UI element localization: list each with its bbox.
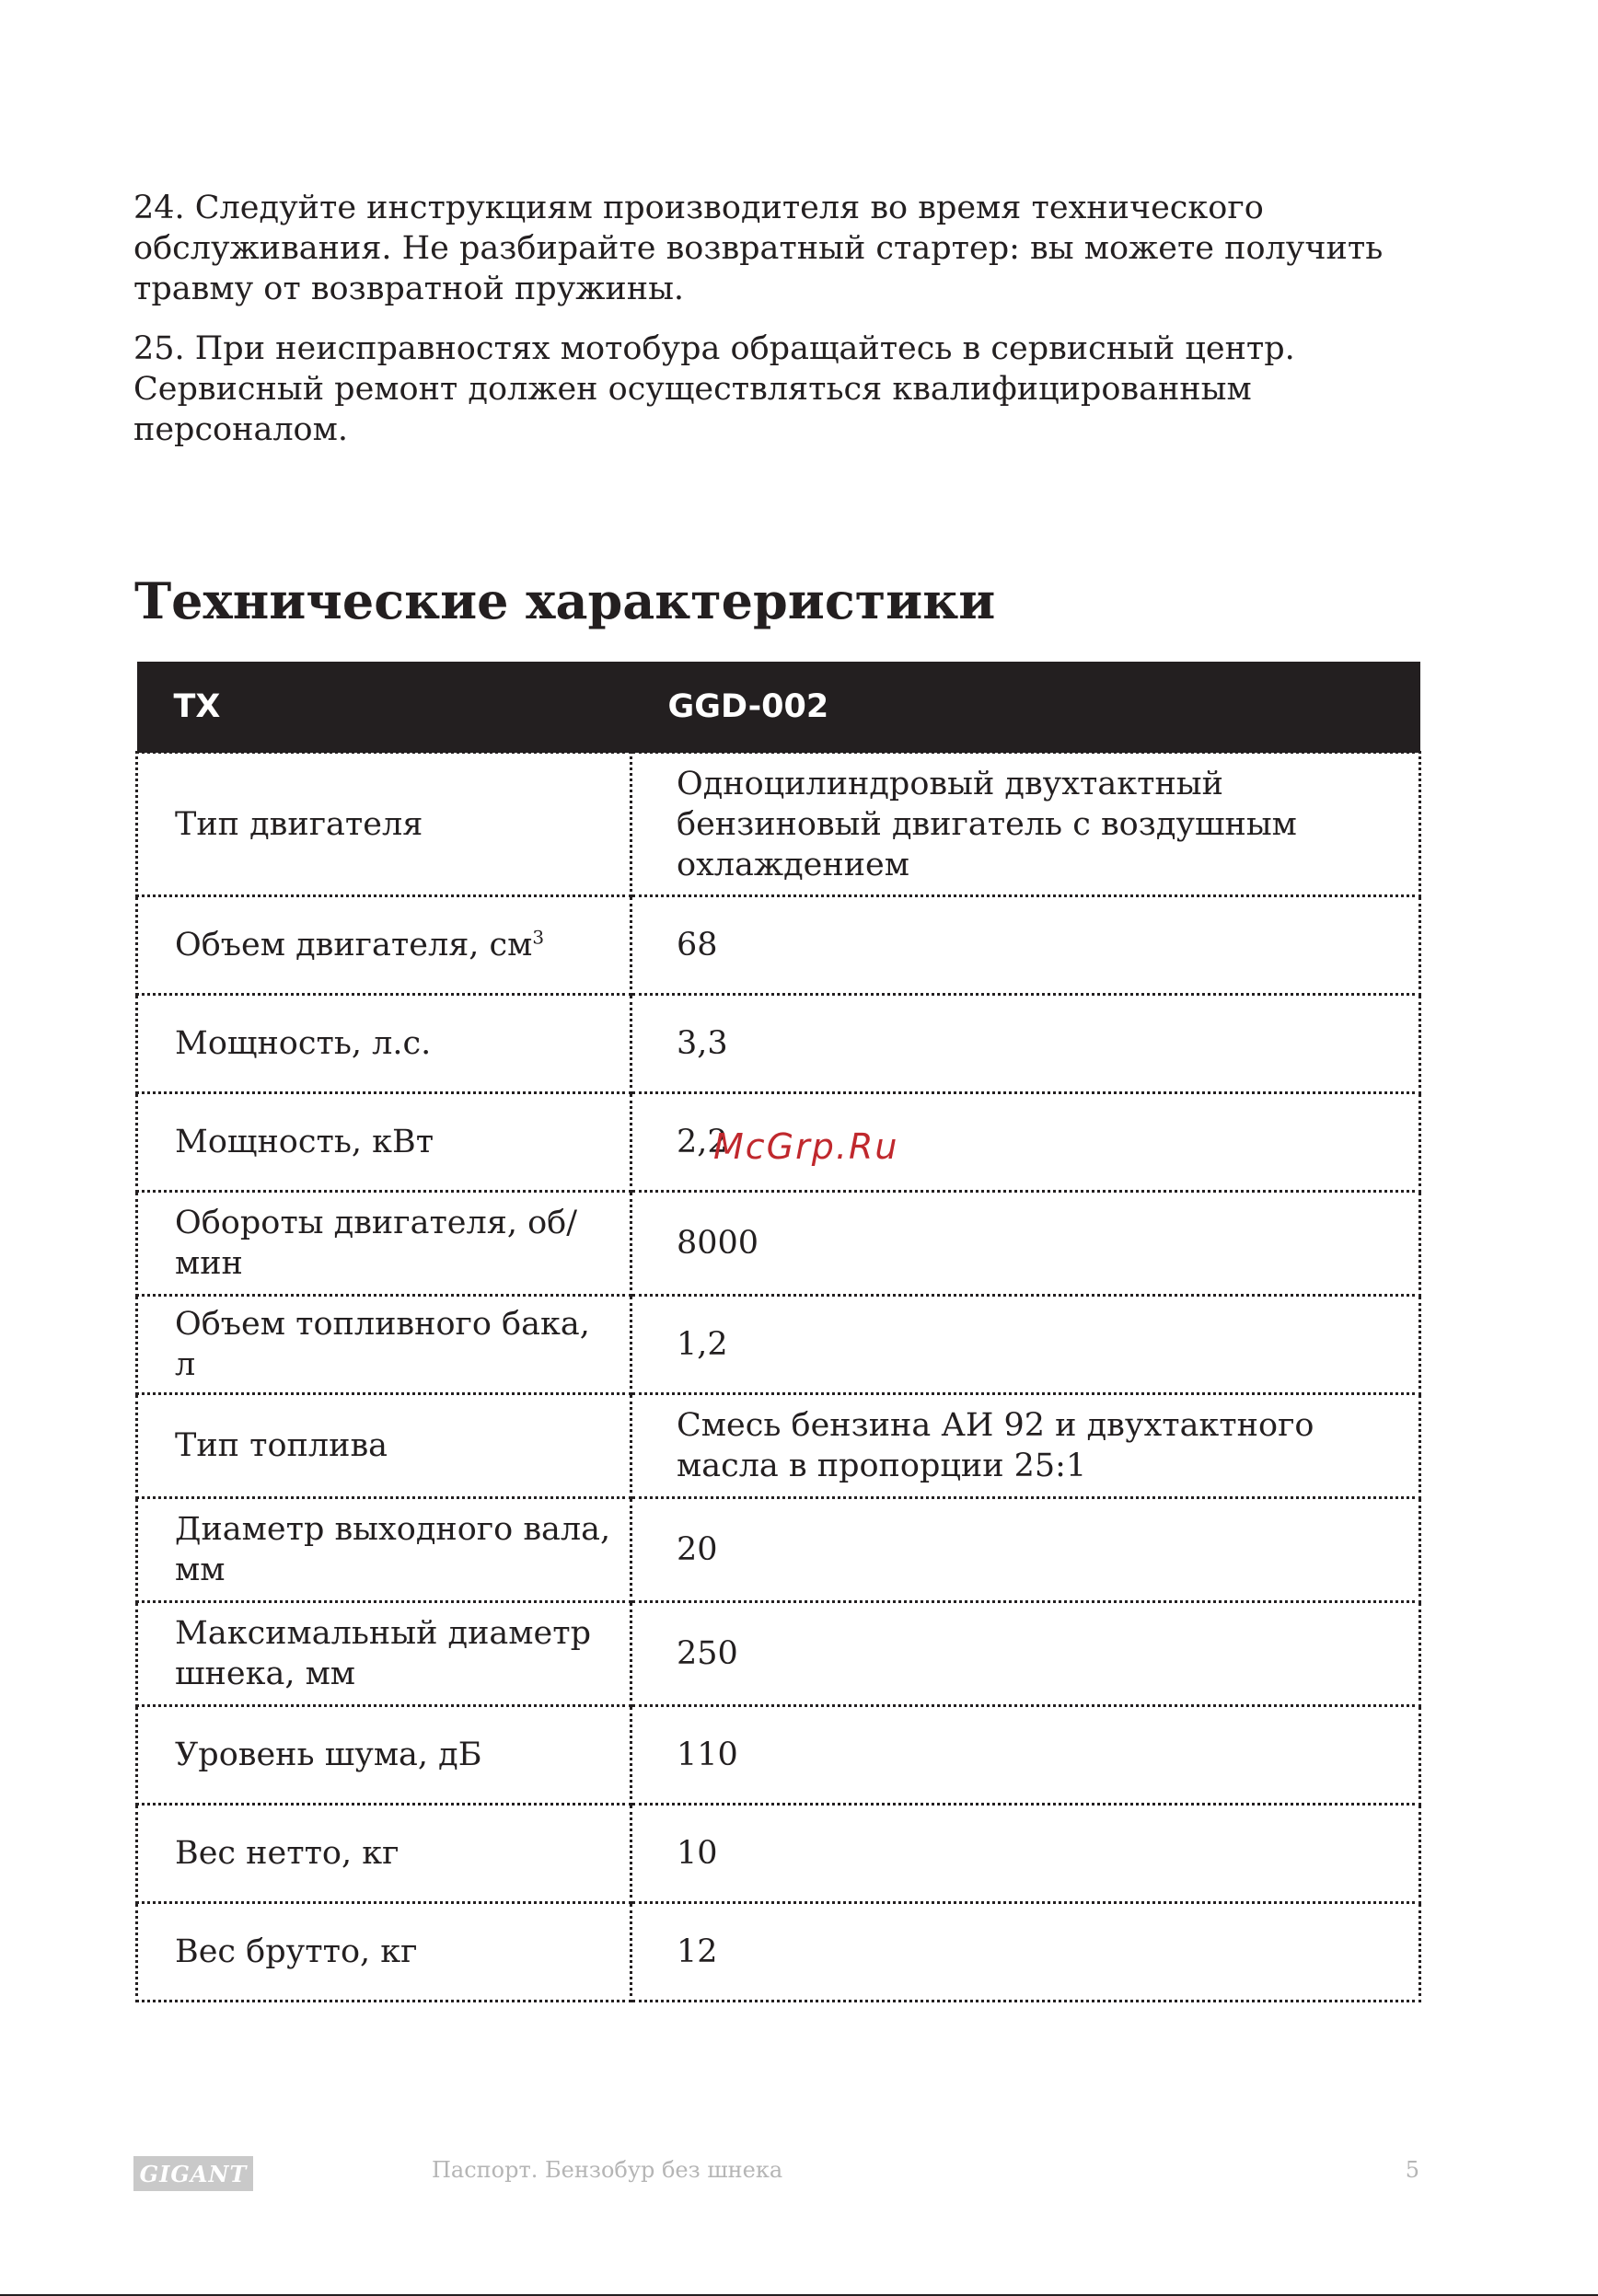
- spec-value: 2,2: [631, 1093, 1420, 1192]
- section-title: Технические характеристики: [134, 571, 996, 630]
- spec-value: 10: [631, 1805, 1420, 1903]
- table-row: [137, 1706, 1420, 1805]
- spec-value: Одноцилиндровый двухтактный бензиновый двигатель с воздушным охлаждением: [631, 753, 1420, 896]
- spec-value: 110: [631, 1706, 1420, 1805]
- spec-label: Объем двигателя, см: [175, 927, 533, 963]
- spec-label: Обороты двигателя, об/мин: [137, 1192, 631, 1296]
- specs-header-model: GGD-002: [631, 662, 1420, 753]
- paragraph-item-25: 25. При неисправностях мотобура обращайтесь в сервисный центр. Сервисный ремонт должен осуществляться квалифицированным персоналом.: [133, 330, 1295, 448]
- watermark-text[interactable]: McGrp.Ru: [713, 1126, 899, 1167]
- spec-label: Тип топлива: [137, 1394, 631, 1498]
- spec-label: Максимальный диаметр шнека, мм: [137, 1602, 631, 1706]
- spec-value: 20: [631, 1498, 1420, 1602]
- table-row: [137, 1192, 1420, 1296]
- table-row: [137, 1602, 1420, 1706]
- spec-value: 12: [631, 1903, 1420, 2002]
- table-row: [137, 995, 1420, 1093]
- table-row: [137, 1296, 1420, 1394]
- spec-value: Смесь бензина АИ 92 и двухтактного масла в пропорции 25:1: [631, 1394, 1420, 1498]
- gigant-logo: [133, 2156, 253, 2191]
- spec-label: Объем топливного бака, л: [137, 1296, 631, 1394]
- table-row: [137, 1394, 1420, 1498]
- spec-value: 68: [631, 896, 1420, 995]
- spec-label: Уровень шума, дБ: [137, 1706, 631, 1805]
- table-row: [137, 1498, 1420, 1602]
- specs-table-header-row: [137, 662, 1420, 753]
- spec-label: Диаметр выходного вала, мм: [137, 1498, 631, 1602]
- spec-value: 250: [631, 1602, 1420, 1706]
- specs-table: [135, 662, 1421, 2002]
- spec-value: 8000: [631, 1192, 1420, 1296]
- spec-label: Вес нетто, кг: [137, 1805, 631, 1903]
- table-row: [137, 1903, 1420, 2002]
- table-row: [137, 896, 1420, 995]
- footer-document-title: Паспорт. Бензобур без шнека: [432, 2157, 783, 2183]
- spec-label: Мощность, кВт: [137, 1093, 631, 1192]
- spec-value: 3,3: [631, 995, 1420, 1093]
- page-number: 5: [1405, 2157, 1419, 2183]
- spec-label: Вес брутто, кг: [137, 1903, 631, 2002]
- spec-label: Тип двигателя: [137, 753, 631, 896]
- specs-header-tx: ТХ: [137, 662, 631, 753]
- spec-label: Мощность, л.с.: [137, 995, 631, 1093]
- table-row: [137, 1805, 1420, 1903]
- paragraph-item-24: 24. Следуйте инструкциям производителя во время технического обслуживания. Не разбирайте возвратный стартер: вы можете получить травму от возвратной пружины.: [133, 190, 1384, 307]
- spec-value: 1,2: [631, 1296, 1420, 1394]
- table-row: [137, 753, 1420, 896]
- spec-label-cell: [137, 896, 631, 995]
- gigant-logo-text: GIGANT: [139, 2160, 248, 2187]
- spec-label-superscript: 3: [532, 926, 545, 949]
